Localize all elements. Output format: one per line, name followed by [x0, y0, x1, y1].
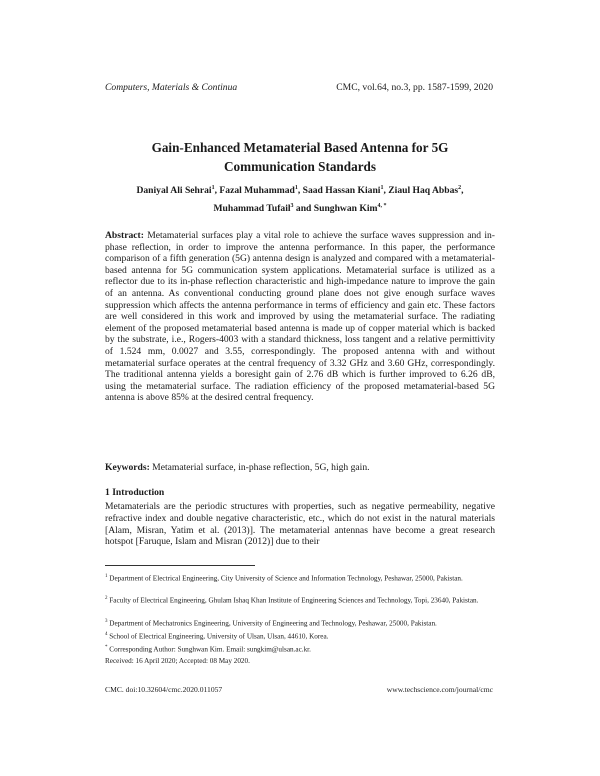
footnote: $^2$ Faculty of Electrical Engineering, Ghulam Ishaq Khan Institute of Engineering Sciences and Technology, Topi, 23640, Pakistan. — [105, 596, 479, 605]
footnote: $^1$ Department of Electrical Engineering, City University of Science and Information Technology, Peshawar, 25000, Pakistan. — [105, 574, 463, 583]
title-line-1: Gain-Enhanced Metamaterial Based Antenna for 5G — [151, 140, 449, 155]
footnote-divider — [105, 565, 255, 566]
author: Muhammad Tufail$^3$ and — [213, 202, 314, 214]
keywords-label: Keywords: — [105, 462, 150, 473]
introduction-text: Metamaterials are the periodic structures with properties, such as negative permeability, negative refractive index and double negative characteristic, etc., which do not exist in the natural materials [Alam, Misran, Yatim et al. (2013)]. The metamaterial antennas have become a great research hotspot [Faruque, Islam and Misran (2012)] due to their — [105, 501, 495, 548]
abstract — [105, 230, 495, 404]
footnote: * Corresponding Author: Sunghwan Kim. Email: sungkim@ulsan.ac.kr. — [105, 645, 311, 654]
journal-url[interactable]: www.techscience.com/journal/cmc — [386, 685, 493, 694]
footnote: $^4$ School of Electrical Engineering, University of Ulsan, Ulsan, 44610, Korea. — [105, 632, 329, 641]
received-dates: Received: 16 April 2020; Accepted: 08 May 2020. — [105, 657, 250, 665]
author: Sunghwan Kim$^{4, *}$ — [313, 202, 387, 214]
author: Ziaul Haq Abbas$^2$, — [388, 185, 464, 197]
abstract-text: Metamaterial surfaces play a vital role to achieve the surface waves suppression and in-phase reflection, in order to improve the antenna performance. In this paper, the performance comparison of a fifth generation (5G) antenna design is analyzed and compared with a metamaterial-based antenna for 5G communication system applications. Metamaterial surface is utilized as a reflector due to its in-phase reflection characteristic and high-impedance nature to improve the gain of an antenna. As conventional conducting ground plane does not give enough surface waves suppression which affects the antenna performance in terms of efficiency and gain etc. These factors are well considered in this work and improved by using the metamaterial surface. The radiating element of the proposed metamaterial based antenna is made up of copper material which is backed by the substrate, i.e., Rogers-4003 with a standard thickness, loss tangent and a relative permittivity of 1.524 mm, 0.0027 and 3.55, correspondingly. The proposed antenna with and without metamaterial surface operates at the central frequency of 3.32 GHz and 3.60 GHz, correspondingly. The traditional antenna yields a boresight gain of 2.76 dB which is further improved to 6.26 dB, using the metamaterial surface. The radiation efficiency of the proposed metamaterial-based 5G antenna is above 85% at the desired central frequency. — [105, 230, 495, 404]
title-line-2: Communication Standards — [223, 159, 377, 174]
author: Daniyal Ali Sehrai$^1$, — [136, 185, 220, 197]
journal-name: Computers, Materials & Continua — [105, 82, 238, 93]
paper-title — [0, 138, 600, 176]
abstract-label: Abstract: — [105, 230, 144, 241]
footnote: $^3$ Department of Mechatronics Engineering, University of Engineering and Technology, Peshawar, 25000, Pakistan. — [105, 619, 437, 628]
author: Fazal Muhammad$^1$, — [219, 185, 303, 197]
doi: CMC. doi:10.32604/cmc.2020.011057 — [105, 685, 223, 694]
author: Saad Hassan Kiani$^1$, — [302, 185, 389, 197]
keywords-text: Metamaterial surface, in-phase reflection, 5G, high gain. — [152, 462, 370, 473]
keywords — [105, 462, 495, 474]
author-list — [100, 181, 500, 216]
section-heading-introduction: 1 Introduction — [105, 487, 165, 498]
citation: CMC, vol.64, no.3, pp. 1587-1599, 2020 — [336, 82, 493, 93]
